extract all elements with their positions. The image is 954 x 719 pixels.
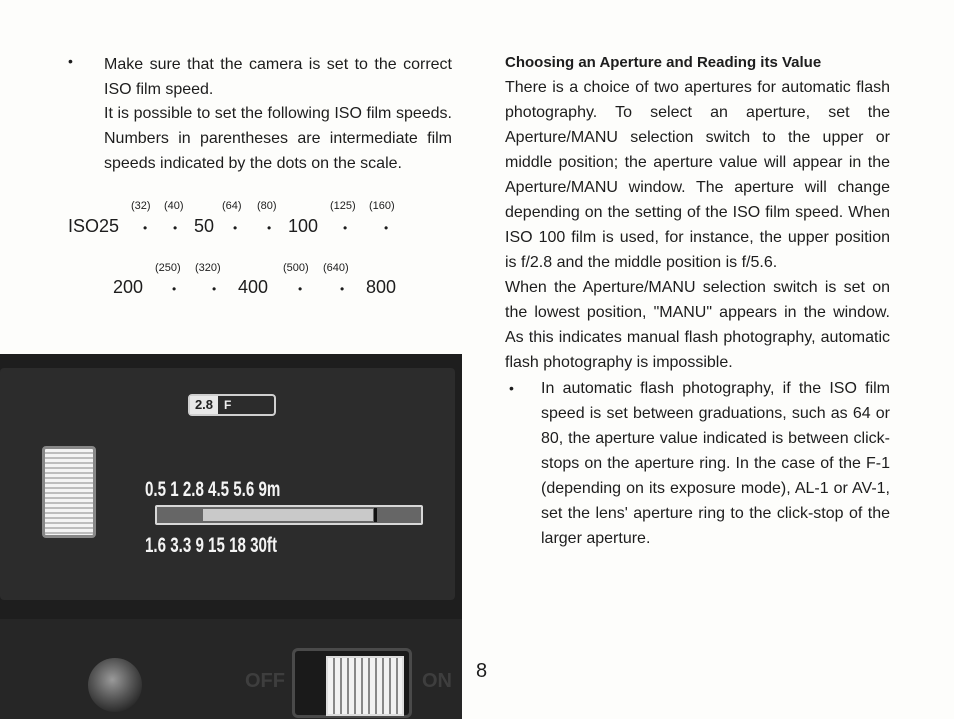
distance-range-marker xyxy=(374,508,377,522)
right-column xyxy=(505,50,890,551)
iso-intermediate-value: (320) xyxy=(195,262,221,274)
section-heading: Choosing an Aperture and Reading its Value xyxy=(505,54,822,71)
iso-setting-instruction: Make sure that the camera is set to the correct ISO film speed. xyxy=(104,56,452,98)
iso-speed-value: ISO25 xyxy=(68,216,120,236)
left-column xyxy=(0,0,470,719)
manu-position-paragraph: When the Aperture/MANU selection switch is set on the lowest position, "MANU" appears in the window. As this indicates manual flash photography, automatic flash photography is impossible. xyxy=(505,279,890,371)
iso-speed-value: 400 xyxy=(238,277,269,297)
iso-intermediate-value: (64) xyxy=(222,200,242,212)
iso-intermediate-value: (250) xyxy=(155,262,181,274)
iso-dot: • xyxy=(173,221,178,235)
iso-speeds-explanation: It is possible to set the following ISO film speeds. Numbers in parentheses are intermediate film speeds indicated by the dots on the scale. xyxy=(104,105,452,172)
iso-speed-value: 200 xyxy=(113,277,144,297)
iso-speed-value: 800 xyxy=(366,277,397,297)
iso-dot: • xyxy=(143,221,148,235)
switch-on-label: ON xyxy=(422,670,452,692)
iso-dot: • xyxy=(298,282,303,296)
iso-dot: • xyxy=(172,282,177,296)
page-number: 8 xyxy=(476,660,488,682)
iso-speed-value: 50 xyxy=(194,216,215,236)
iso-intermediate-value: (80) xyxy=(257,200,277,212)
iso-dot: • xyxy=(233,221,238,235)
control-knob xyxy=(88,658,142,712)
feet-distance-scale: 1.6 3.3 9 15 18 30ft xyxy=(145,534,277,557)
meter-distance-scale: 0.5 1 2.8 4.5 5.6 9m xyxy=(145,478,281,501)
iso-dot: • xyxy=(340,282,345,296)
flash-control-panel-photo xyxy=(0,354,462,719)
iso-intermediate-value: (640) xyxy=(323,262,349,274)
aperture-selection-paragraph: There is a choice of two apertures for automatic flash photography. To select an aperture, set the Aperture/MANU selection switch to the upper or middle position; the aperture value will appear in the Aperture/MANU window. The aperture will change depending on the setting of the ISO film speed. When ISO 100 film is used, for instance, the upper position is f/2.8 and the middle position is f/5.6. xyxy=(505,79,890,271)
iso-intermediate-value: (500) xyxy=(283,262,309,274)
iso-intermediate-value: (125) xyxy=(330,200,356,212)
iso-dot: • xyxy=(384,221,389,235)
aperture-value-display: 2.8 xyxy=(190,396,218,414)
iso-dot: • xyxy=(343,221,348,235)
aperture-unit-label: F xyxy=(224,398,232,412)
intermediate-iso-note xyxy=(505,376,890,551)
bullet-marker: • xyxy=(509,380,514,396)
intermediate-iso-note-text: In automatic flash photography, if the ISO film speed is set between graduations, such as 64 or 80, the aperture value indicated is between click-stops on the aperture ring. In the case of the F-1 (depending on its exposure mode), AL-1 or AV-1, set the lens' aperture ring to the click-stop of the larger aperture. xyxy=(541,380,890,547)
distance-range-bar xyxy=(155,505,423,525)
iso-intermediate-value: (40) xyxy=(164,200,184,212)
iso-dot: • xyxy=(212,282,217,296)
distance-range-fill xyxy=(203,509,373,521)
power-switch-grip xyxy=(326,656,404,716)
flash-sensor-window xyxy=(42,446,96,538)
bullet-marker: • xyxy=(68,53,73,69)
iso-intermediate-value: (160) xyxy=(369,200,395,212)
switch-off-label: OFF xyxy=(245,670,285,692)
iso-dot: • xyxy=(267,221,272,235)
iso-intermediate-value: (32) xyxy=(131,200,151,212)
iso-speed-value: 100 xyxy=(288,216,319,236)
